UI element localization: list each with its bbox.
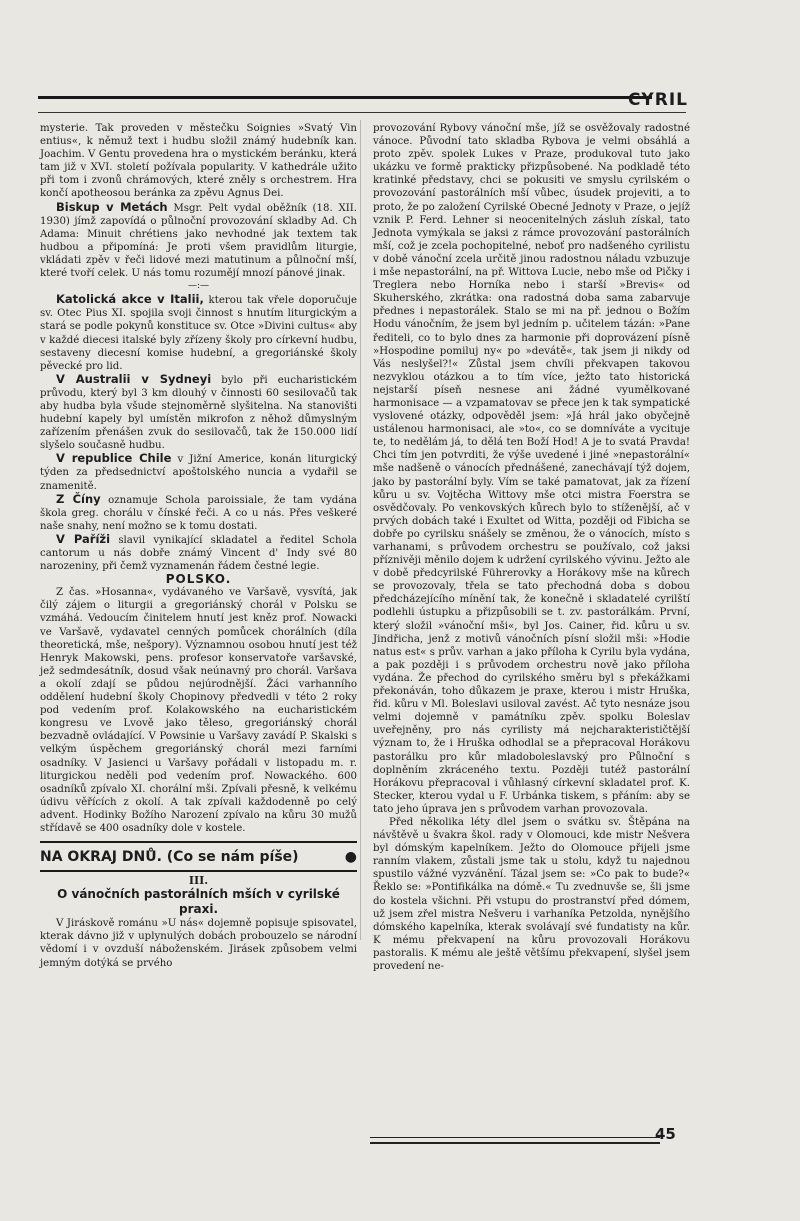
news-text: oznamuje Schola paroissiale, že tam vydána škola greg. chorálu v čínské řeči. A co u nás. Přes veškeré naše snahy, není možno se k tomu dostati. <box>40 494 357 532</box>
news-heading: Biskup v Metách <box>56 199 168 214</box>
news-italie <box>40 293 357 373</box>
left-column <box>40 122 357 970</box>
article-title: O vánočních pastorálních mších v cyrilské praxi. <box>57 887 340 917</box>
news-heading: V republice Chile <box>56 451 172 466</box>
paragraph-mysterie: mysterie. Tak proveden v městečku Soignies »Svatý Vin entius«, k němuž text i hudbu složil známý hudebník kan. Joachim. V Gentu provedena hra o mystickém beránku, která tam již v XVI. století požívala popularity. V kathedrále užito při tom i zvonů chrámových, které zněly s orchestrem. Hra končí apotheosou beránka za zpěvu Agnus Dei. <box>40 123 357 200</box>
news-text: v Jižní Americe, konán liturgický týden za předsednictví apoštolského nuncia a vydařil se znamenitě. <box>40 454 357 492</box>
header-thin-rule <box>38 112 686 113</box>
bullet-icon: ● <box>344 849 357 866</box>
news-heading: V Paříži <box>56 531 111 546</box>
band-title-text: NA OKRAJ DNŮ. (Co se nám píše) <box>40 849 299 866</box>
news-text: slavil vynikající skladatel a ředitel Schola cantorum u nás dobře známý Vincent d' Indy své 80 narozeniny, při čemž vyznamenán řádem čestné legie. <box>40 534 357 573</box>
article-number: III. <box>188 874 209 888</box>
journal-title: CYRIL <box>627 90 688 110</box>
section-band-rule-lower <box>40 870 357 872</box>
article-intro: V Jiráskově románu »U nás« dojemně popisuje spisovatel, kterak dávno již v uplynulých dobách probouzelo se národní vědomí i v ovzduší náboženském. Jirásek způsobem velmi jemným dotýká se prvého <box>40 918 357 969</box>
news-pariz <box>40 533 357 573</box>
news-australie <box>40 373 357 453</box>
news-heading: V Australii v Sydneyi <box>56 371 212 386</box>
section-title-polsko: POLSKO. <box>165 572 232 587</box>
news-text: Msgr. Pelt vydal oběžník (18. XII. 1930) jímž zapovídá o půlnoční provozování skladby Ad. Ch Adama: Minuit chrétiens jako nevhodné jak textem tak hudbou a připomíná: Je proti všem pravidlům liturgie, vkládati zpěv v řeči lidové mezi matutinum a půlnoční mší, které tvoří celek. U nás tomu rozumějí mnozí pánové jinak. <box>40 202 357 280</box>
right-column <box>373 122 690 973</box>
news-heading: Katolická akce v Italii, <box>56 292 204 307</box>
news-cina <box>40 493 357 533</box>
news-text: bylo při eucharistickém průvodu, který byl 3 km dlouhý v činnosti 60 sesilovačů tak aby hudba byla všude stejnoměrně slyšitelna. Na stanovišti hudební kapely byl umístěn mikrofon z něhož důmyslným zařízením přenášen zvuk do sesilovačů, tak že 150.000 lidí slyšelo současně hudbu. <box>40 374 357 452</box>
footer-rule-thick <box>370 1142 660 1144</box>
article-body-2: Před několika léty dlel jsem o svátku sv. Štěpána na návštěvě u švakra škol. rady v Olomouci, kde mistr Nešvera byl dómským kapelníkem. Ježto do Olomouce přijeli jsme ranním vlakem, zůstali jsme tak u stolu, když tu najednou spustilo vážné vyzvánění. Tázal jsem se: »Co pak to bude?« Řeklo se: »Pontifikálka na dómě.« Tu zvednuvše se, šli jsme do kostela všichni. Při vstupu do prostranství před dómem, už jsem zřel mistra Nešveru i varhaníka Petzolda, nynějšího dómského kapelníka, kterak svolávají své fundatisty na kůr. K mému překvapení na kůru provozovali Horákovu pastoralis. K mému ale ještě většímu překvapení, slyšel jsem provedení ne- <box>373 816 690 972</box>
article-body-1: provozování Rybovy vánoční mše, jíž se osvěžovaly radostné vánoce. Původní tato skladba Rybova je velmi obsáhlá a proto zpěv. spolek Lukes v Praze, produkoval tuto jako ukázku ve formě prakticky přizpůsobené. Na podkladě této kratinké představy, chci se pokusiti ve smyslu cyrilském o provozování pastorálních mší vůbec, úsudek projeviti, a to proto, že po založení Cyrilské Obecné Jednoty v Praze, o jejíž vznik P. Ferd. Lehner si neocenitelných zásluh získal, tato Jednota vymýkala se jaksi z rámce provozování pastorálních mší, což je zcela pochopitelné, neboť pro nadšeného cyrilistu v době vánoční zcela určitě jinou radostnou náladu vzbuzuje i mše nepastorální, na př. Wittova Lucie, nebo mše od Pičky i Treglera nebo Horníka nebo i starší »Brevis« od Skuherského, zkrátka: ona radostná doba sama zabarvuje přednes i nepastorálek. Stalo se mi na př. jednou o Božím Hodu vánočním, že jsem byl jedním p. učitelem tázán: »Pane řediteli, co to bylo dnes za harmonie při doprovázení písně »Hospodine pomiluj ny« po »devátě«, tak jsem ji nikdy od Vás neslyšel?!« Zůstal jsem chvíli překvapen takovou nezvyklou otázkou a to tím více, ježto tato historická nejstarší píseň nesnese ani žádné vyumělkované harmonisace — a vzpamatovav se přece jen k tak sympatické vyslovené otázky, odpověděl jsem: »Já hrál jako obyčejně ustálenou harmonisaci, ale »to«, co se domníváte a vycituje te, to nedělám já, to dělá ten Boží Hod! A je to svatá Pravda! Chci tím jen potvrditi, že výše uvedené i jiné »nepastorální« mše nadšeně o vánocích přednášené, zanechávají týž dojem, jako by pastorální byly. Vím se také pamatovat, jak za řízení kůru u sv. Vojtěcha Wittovy mše otci mistra Foerstra se osvědčovaly. Po venkovských kůrech bylo to stíženější, ač v prvých dobách také i Exultet od Witta, později od Fibicha se dobře po cyrilsku snášely se změnou, že o vánocích, místo s varhanami, s průvodem orchestru se používalo, což jaksi příznivěji měnilo dojem k udržení cyrilského vývinu. Ježto ale v době předcyrilské Führerovky a Horákovy mše na kůrech se provozovaly, třela se tato přechodná doba s dobou předcházejícího mínění tak, že konečně i skladatelé cyrilští podlehli ústupku a přizpůsobili se t. zv. pastorálkám. První, který složil »vánoční mši«, byl Jos. Cainer, řid. kůru u sv. Jindřicha, jenž z motivů vánočních písní složil mši: »Hodie natus est« s prův. varhan a jako příloha k Cyrilu byla vydána, a pak později i s průvodem orchestru nově jako příloha vydána. Že přechod do cyrilského směru byl s překážkami překonáván, toho důkazem je praxe, kterou i mistr Hruška, řid. kůru v Ml. Boleslavi usiloval zavést. Ač tyto nesnáze jsou velmi dojemně v památníku zpěv. spolku Boleslav uveřejněny, pro nás cyrilisty má nejcharakterističtější význam to, že i Hruška odhodlal se a přepracoval Horákovu pastorálku pro kůr mladoboleslavský pro Půlnoční s doplněním zkráceného textu. Později tutéž pastorální Horákovu přepracoval i vůhlasný církevní skladatel prof. K. Stecker, kterou vydal u F. Urbánka tiskem, s přáním: aby se tato jeho úprava jen s průvodem varhan provozovala. <box>373 123 690 815</box>
news-heading: Z Číny <box>56 491 101 506</box>
section-band-title <box>40 851 357 864</box>
column-divider <box>360 120 361 940</box>
footer-rule <box>370 1137 660 1138</box>
paragraph-polsko: Z čas. »Hosanna«, vydávaného ve Varšavě, vysvítá, jak čilý zájem o liturgii a gregoriánský chorál v Polsku se vzmáhá. Vedoucím činitelem hnutí jest kněz prof. Nowacki ve Varšavě, vydavatel cenných pomůcek chorálních (díla theoretická, mše, nešpory). Významnou osobou hnutí jest též Henryk Makowski, pens. profesor konservatoře varšavské, jež sedmdesátník, dosud však neúnavný pro chorál. Varšava a okolí zdají se půdou nejúrodnější. Žáci varhanního oddělení hudební školy Chopinovy předvedli v této 2 roky pod vedením prof. Kolakowského na eucharistickém kongresu ve Lvově jako těleso, gregoriánský chorál bezvadně ovládající. V Powsinie u Varšavy zavádí P. Skalski s velkým úspěchem gregoriánský chorál mezi farními osadníky. V Jasienci u Varšavy pořádali v listopadu m. r. liturgickou neděli pod vedením prof. Nowackého. 600 osadníků zpívalo XI. chorální mši. Zpívali přesně, k velkému údivu věřících z okolí. A tak zpívali každodenně po celý advent. Hodinky Božího Narození zpívalo na kůru 30 mužů střídavě se 400 osadníky dole v kostele. <box>40 587 357 834</box>
news-biskup <box>40 201 357 281</box>
separator: —:— <box>187 281 210 292</box>
news-chile <box>40 452 357 492</box>
section-band-rule <box>40 841 357 843</box>
news-text: kterou tak vřele doporučuje sv. Otec Pius XI. spojila svoji činnost s hnutím liturgickým a stará se podle pokynů konstituce sv. Otce »Divini cultus« aby v každé diecesi italské byly zřízeny školy pro církevní hudbu, sestaveny diecesní komise hudební, a gregoriánské školy pěvecké pro lid. <box>40 295 357 372</box>
header-rule <box>38 96 652 99</box>
page-number: 45 <box>655 1125 676 1143</box>
